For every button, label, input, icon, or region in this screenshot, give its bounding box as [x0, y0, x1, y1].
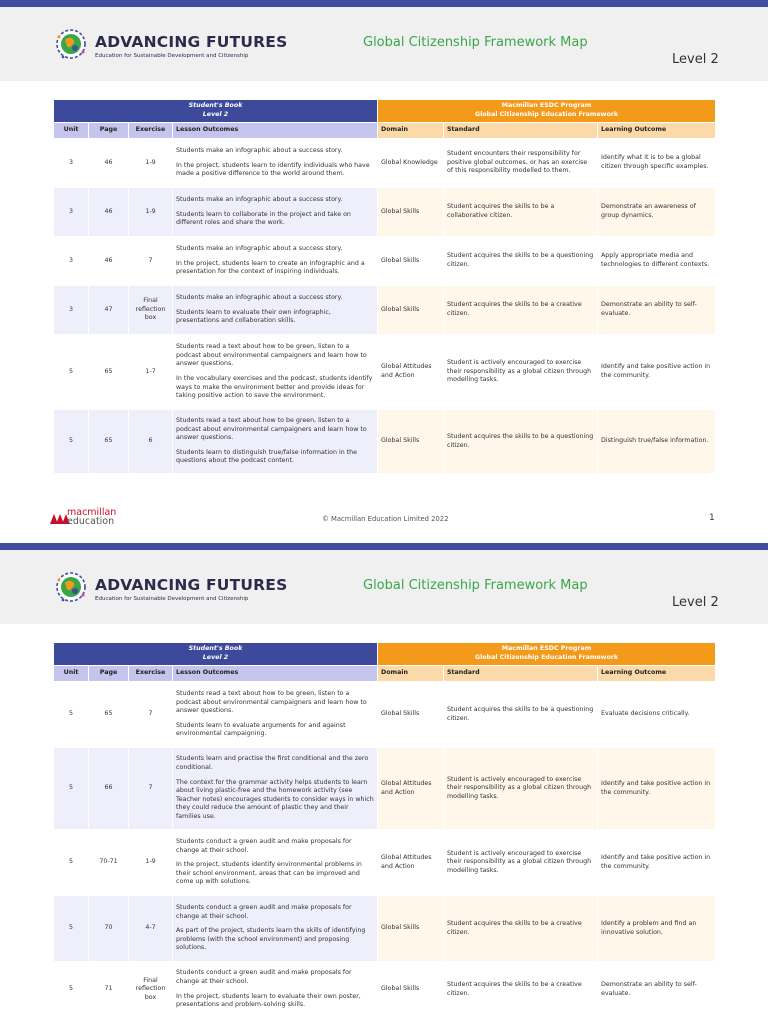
brand-tagline: Education for Sustainable Development and Citizenship — [95, 53, 249, 59]
domain-cell: Global Skills — [378, 188, 444, 237]
exercise-cell: 1-9 — [129, 188, 173, 237]
outcome-line: In the project, students learn to evaluate their own poster, presentations and problem-solving skills. — [176, 992, 361, 1009]
learning-outcome-cell: Identify what it is to be a global citizen through specific examples. — [598, 139, 716, 188]
table-row — [54, 830, 716, 896]
outcome-line: Students conduct a green audit and make proposals for change at their school. — [176, 838, 352, 854]
table-row — [54, 896, 716, 962]
standard-cell: Student acquires the skills to be a creative citizen. — [444, 896, 598, 962]
page-footer — [0, 507, 768, 543]
col-domain: Domain — [378, 666, 444, 682]
domain-cell: Global Skills — [378, 682, 444, 748]
standard-cell: Student encounters their responsibility for positive global outcomes, or has an exercise of this responsibility modelled to them. — [444, 139, 598, 188]
outcome-line: Students make an infographic about a success story. — [176, 196, 343, 204]
standard-cell: Student acquires the skills to be a creative citizen. — [444, 286, 598, 335]
outcome-line: In the project, students learn to create an infographic and a presentation for the context of inspiring individuals. — [176, 259, 365, 276]
col-standard: Standard — [444, 666, 598, 682]
col-unit: Unit — [54, 123, 89, 139]
domain-cell: Global Skills — [378, 896, 444, 962]
globe-logo-icon — [54, 27, 88, 61]
top-accent-bar — [0, 543, 768, 550]
brand-name: ADVANCING FUTURES — [95, 33, 288, 51]
students-book-level: Level 2 — [202, 111, 229, 118]
domain-cell: Global Skills — [378, 410, 444, 474]
col-learning-outcome: Learning Outcome — [598, 666, 716, 682]
table-row — [54, 962, 716, 1018]
unit-cell: 5 — [54, 896, 89, 962]
page-number: 1 — [709, 513, 715, 523]
lesson-outcome-cell — [173, 286, 378, 335]
unit-cell: 5 — [54, 748, 89, 830]
exercise-cell: 1-9 — [129, 830, 173, 896]
esdc-program: Macmillan ESDC Program — [501, 645, 592, 653]
col-standard: Standard — [444, 123, 598, 139]
outcome-line: Students make an infographic about a success story. — [176, 147, 343, 155]
learning-outcome-cell: Apply appropriate media and technologies to different contexts. — [598, 237, 716, 286]
outcome-line: In the vocabulary exercises and the podcast, students identify ways to make the environment better and provide ideas for taking positive action to save the environment. — [176, 375, 373, 400]
col-exercise: Exercise — [129, 666, 173, 682]
page-cell: 70 — [89, 896, 129, 962]
top-accent-bar — [0, 0, 768, 7]
col-learning-outcome: Learning Outcome — [598, 123, 716, 139]
lesson-outcome-cell — [173, 896, 378, 962]
exercise-cell: 4-7 — [129, 896, 173, 962]
exercise-cell: Final reflection box — [129, 286, 173, 335]
page-cell: 46 — [89, 237, 129, 286]
unit-cell: 5 — [54, 682, 89, 748]
esdc-framework: Global Citizenship Education Framework — [474, 654, 619, 661]
lesson-outcome-cell — [173, 188, 378, 237]
domain-cell: Global Skills — [378, 962, 444, 1018]
page-cell: 71 — [89, 962, 129, 1018]
outcome-line: Students learn to distinguish true/false information in the questions about the podcast content. — [176, 448, 358, 465]
table-row — [54, 237, 716, 286]
unit-cell: 3 — [54, 286, 89, 335]
framework-table — [53, 642, 716, 1018]
page-cell: 65 — [89, 335, 129, 410]
learning-outcome-cell: Evaluate decisions critically. — [598, 682, 716, 748]
students-book-title: Student's Book — [188, 102, 243, 110]
exercise-cell: 7 — [129, 682, 173, 748]
brand-tagline: Education for Sustainable Development and Citizenship — [95, 596, 249, 602]
col-exercise: Exercise — [129, 123, 173, 139]
document-title: Global Citizenship Framework Map — [363, 578, 588, 593]
table-row — [54, 410, 716, 474]
publisher-name: macmillan — [67, 507, 117, 518]
table-row — [54, 188, 716, 237]
exercise-cell: 1-7 — [129, 335, 173, 410]
outcome-line: Students learn to collaborate in the project and take on different roles and share the work. — [176, 210, 351, 227]
exercise-cell: 6 — [129, 410, 173, 474]
unit-cell: 5 — [54, 962, 89, 1018]
page-2 — [0, 543, 768, 1024]
students-book-title: Student's Book — [188, 645, 243, 653]
table-row — [54, 335, 716, 410]
unit-cell: 3 — [54, 237, 89, 286]
col-lesson-outcomes: Lesson Outcomes — [173, 123, 378, 139]
domain-cell: Global Attitudes and Action — [378, 830, 444, 896]
domain-cell: Global Attitudes and Action — [378, 748, 444, 830]
standard-cell: Student acquires the skills to be a creative citizen. — [444, 962, 598, 1018]
level-label: Level 2 — [672, 52, 719, 67]
standard-cell: Student acquires the skills to be a questioning citizen. — [444, 410, 598, 474]
page-cell: 46 — [89, 139, 129, 188]
esdc-program: Macmillan ESDC Program — [501, 102, 592, 110]
unit-cell: 3 — [54, 188, 89, 237]
unit-cell: 3 — [54, 139, 89, 188]
table-row — [54, 286, 716, 335]
domain-cell: Global Skills — [378, 286, 444, 335]
learning-outcome-cell: Identify and take positive action in the community. — [598, 830, 716, 896]
standard-cell: Student is actively encouraged to exercise their responsibility as a global citizen through modelling tasks. — [444, 748, 598, 830]
standard-cell: Student is actively encouraged to exercise their responsibility as a global citizen through modelling tasks. — [444, 335, 598, 410]
lesson-outcome-cell — [173, 335, 378, 410]
outcome-line: Students make an infographic about a success story. — [176, 245, 343, 253]
outcome-line: Students make an infographic about a success story. — [176, 294, 343, 302]
esdc-framework: Global Citizenship Education Framework — [474, 111, 619, 118]
publisher-education: education — [67, 516, 115, 527]
col-unit: Unit — [54, 666, 89, 682]
outcome-line: As part of the project, students learn the skills of identifying problems (with the school environment) and proposing solutions. — [176, 927, 366, 952]
outcome-line: Students learn to evaluate their own infographic, presentations and collaboration skills. — [176, 308, 331, 325]
lesson-outcome-cell — [173, 748, 378, 830]
copyright: © Macmillan Education Limited 2022 — [322, 515, 449, 523]
standard-cell: Student acquires the skills to be a collaborative citizen. — [444, 188, 598, 237]
lesson-outcome-cell — [173, 139, 378, 188]
brand-name: ADVANCING FUTURES — [95, 576, 288, 594]
outcome-line: Students conduct a green audit and make proposals for change at their school. — [176, 969, 352, 985]
outcome-line: Students learn and practise the first conditional and the zero conditional. — [176, 755, 369, 772]
lesson-outcome-cell — [173, 237, 378, 286]
domain-cell: Global Knowledge — [378, 139, 444, 188]
outcome-line: Students read a text about how to be green, listen to a podcast about environmental campaigners and learn how to answer questions. — [176, 417, 367, 442]
standard-cell: Student acquires the skills to be a questioning citizen. — [444, 237, 598, 286]
learning-outcome-cell: Identify and take positive action in the community. — [598, 335, 716, 410]
learning-outcome-cell: Distinguish true/false information. — [598, 410, 716, 474]
page-header — [0, 7, 768, 81]
lesson-outcome-cell — [173, 682, 378, 748]
level-label: Level 2 — [672, 595, 719, 610]
outcome-line: In the project, students identify environmental problems in their school environment, areas that can be improved and come up with solutions. — [176, 861, 362, 886]
page-cell: 65 — [89, 682, 129, 748]
globe-logo-icon — [54, 570, 88, 604]
esdc-header — [378, 643, 716, 666]
unit-cell: 5 — [54, 410, 89, 474]
outcome-line: The context for the grammar activity helps students to learn about living plastic-free and the homework activity (see Teacher notes) encourages students to consider ways in which they could reduce the amount of plastic they and their families use. — [176, 778, 374, 820]
esdc-header — [378, 100, 716, 123]
outcome-line: Students learn to evaluate arguments for and against environmental campaigning. — [176, 721, 346, 738]
page-header — [0, 550, 768, 624]
students-book-header — [54, 643, 378, 666]
page-cell: 47 — [89, 286, 129, 335]
outcome-line: Students conduct a green audit and make proposals for change at their school. — [176, 904, 352, 920]
domain-cell: Global Attitudes and Action — [378, 335, 444, 410]
document-title: Global Citizenship Framework Map — [363, 35, 588, 50]
unit-cell: 5 — [54, 830, 89, 896]
col-page: Page — [89, 123, 129, 139]
table-row — [54, 139, 716, 188]
exercise-cell: 7 — [129, 748, 173, 830]
standard-cell: Student is actively encouraged to exercise their responsibility as a global citizen through modelling tasks. — [444, 830, 598, 896]
page-cell: 66 — [89, 748, 129, 830]
learning-outcome-cell: Demonstrate an ability to self-evaluate. — [598, 286, 716, 335]
table-row — [54, 682, 716, 748]
col-domain: Domain — [378, 123, 444, 139]
learning-outcome-cell: Identify a problem and find an innovative solution. — [598, 896, 716, 962]
lesson-outcome-cell — [173, 830, 378, 896]
lesson-outcome-cell — [173, 962, 378, 1018]
outcome-line: In the project, students learn to identify individuals who have made a positive difference to the world around them. — [176, 161, 370, 178]
col-page: Page — [89, 666, 129, 682]
standard-cell: Student acquires the skills to be a questioning citizen. — [444, 682, 598, 748]
page-cell: 70-71 — [89, 830, 129, 896]
table-row — [54, 748, 716, 830]
students-book-level: Level 2 — [202, 654, 229, 661]
exercise-cell: Final reflection box — [129, 962, 173, 1018]
exercise-cell: 7 — [129, 237, 173, 286]
col-lesson-outcomes: Lesson Outcomes — [173, 666, 378, 682]
table-body-page-1 — [54, 139, 716, 474]
lesson-outcome-cell — [173, 410, 378, 474]
students-book-header — [54, 100, 378, 123]
unit-cell: 5 — [54, 335, 89, 410]
exercise-cell: 1-9 — [129, 139, 173, 188]
framework-table — [53, 99, 716, 474]
table-body-page-2 — [54, 682, 716, 1018]
publisher-logo-text — [67, 508, 116, 526]
learning-outcome-cell: Demonstrate an awareness of group dynamics. — [598, 188, 716, 237]
domain-cell: Global Skills — [378, 237, 444, 286]
outcome-line: Students read a text about how to be green, listen to a podcast about environmental campaigners and learn how to answer questions. — [176, 690, 367, 715]
outcome-line: Students read a text about how to be green, listen to a podcast about environmental campaigners and learn how to answer questions. — [176, 343, 367, 368]
learning-outcome-cell: Demonstrate an ability to self-evaluate. — [598, 962, 716, 1018]
learning-outcome-cell: Identify and take positive action in the community. — [598, 748, 716, 830]
page-cell: 46 — [89, 188, 129, 237]
page-cell: 65 — [89, 410, 129, 474]
